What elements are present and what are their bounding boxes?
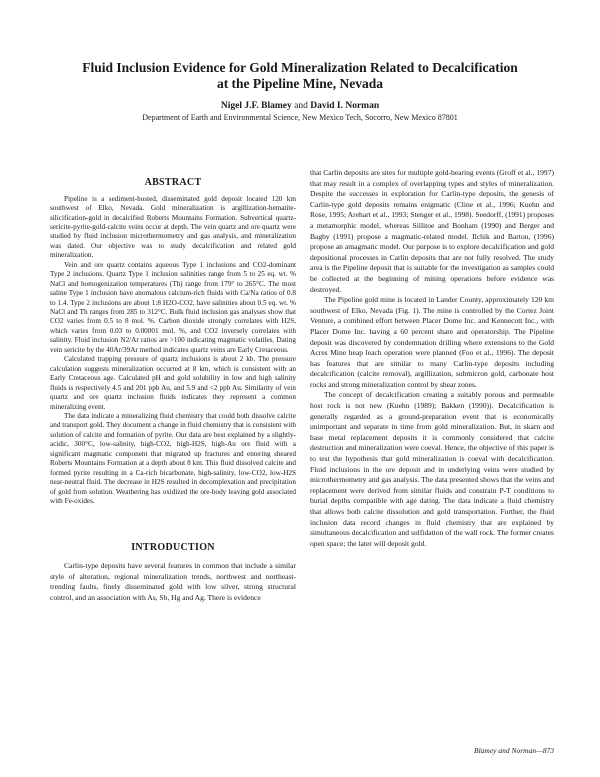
title-line-1: Fluid Inclusion Evidence for Gold Mineralization Related to Decalcification bbox=[82, 60, 518, 75]
author-2: David I. Norman bbox=[310, 101, 380, 111]
left-column bbox=[50, 178, 296, 604]
paper-title bbox=[40, 60, 560, 92]
abstract-paragraph: Calculated trapping pressure of quartz inclusions is about 2 kb. The pressure calculation suggests mineralization occurred at 8 km, which is consistent with an Early Cretaceous age. Calculated pH and gold solubility in low and high salinity fluids is respectively 4.5 and 201 ppb Au, and 5.9 and <2 ppb Au. Similarity of vein quartz and ore quartz inclusion fluids indicates they represent a common mineralizing event. bbox=[50, 355, 296, 411]
page-footer: Blamey and Norman—873 bbox=[474, 746, 554, 755]
author-1: Nigel J.F. Blamey bbox=[220, 101, 292, 111]
abstract-paragraph: Vein and ore quartz contains aqueous Type 1 inclusions and CO2-dominant Type 2 inclusions. Quartz Type 1 inclusion salinities range from 5 to 25 eq. wt. % NaCl and homogenization temperatures (Th) range from 179° to 265°C. The most saline Type 1 inclusion have anomalous calcium-rich fluids with Ca/Na ratios of 0.8 to 1.4. Type 2 inclusions are about 1:8 H2O-CO2, have salinities about 0.5 eq. wt. % NaCl and Th ranges from 285 to 312°C. Bulk fluid inclusion gas analyses show that CO2 varies from 0.5 to 8 mol. %. Carbon dioxide strongly correlates with H2S, which varies from 0.03 to 0.00001 mol. %, and CO2 inversely correlates with salinity. Fluid inclusion N2/Ar ratios are >100 indicating magmatic volatiles. Dating vein sericite by the 40Ar/39Ar method indicates quartz veins are Early Cretaceous. bbox=[50, 260, 296, 354]
affiliation: Department of Earth and Environmental Science, New Mexico Tech, Socorro, New Mexico 87801 bbox=[142, 113, 458, 122]
author-line bbox=[40, 100, 560, 112]
abstract-heading: ABSTRACT bbox=[144, 177, 202, 188]
author-conjunction: and bbox=[294, 101, 308, 111]
body-paragraph: The Pipeline gold mine is located in Lander County, approximately 120 km southwest of Elko, Nevada (Fig. 1). The mine is controlled by the Cortez Joint Venture, a combined effort between Placer Dome Inc. and Kennecott Inc., with Placer Dome Inc. having a 60 percent share and operatorship. The Pipeline deposit was discovered by condemnation drilling where extensions to the Gold Acres Mine heap leach operation were planned (Foo et al., 1996). The deposit has features that are similar to many Carlin-type deposits including decalcification (calcite removal), argillization, submicron gold, carbonate host rocks and strong mineralization control by shear zones. bbox=[310, 295, 554, 389]
introduction-paragraph: Carlin-type deposits have several features in common that include a similar style of alteration, regional mineralization trends, northwest and northeast-trending faults, finely disseminated gold with low silver, strong structural control, and an association with As, Sb, Hg and Ag. There is evidence bbox=[50, 561, 296, 602]
title-line-2: at the Pipeline Mine, Nevada bbox=[216, 76, 384, 91]
abstract-paragraph: Pipeline is a sediment-hosted, disseminated gold deposit located 120 km southwest of Elko, Nevada. Gold mineralization is argillization-hematite-silicification-gold in decalcified Roberts Mountains Formation. Subvertical quartz-sericite-pyrite-gold-calcite veins occur at depth. The vein quartz and ore quartz were studied by fluid inclusion microthermometry and gas analysis, and mineralization was dated. Our objective was to study decalcification and related gold mineralization. bbox=[50, 194, 296, 260]
introduction-heading: INTRODUCTION bbox=[131, 541, 215, 553]
abstract-paragraph: The data indicate a mineralizing fluid chemistry that could both dissolve calcite and transport gold. They document a change in fluid chemistry that is consistent with solution of calcite and formation of pyrite. Our data are best explained by a slightly-acidic, 300°C, low-salinity, high-CO2, high-H2S, high-Au ore fluid with a significant magmatic component that migrated up fractures and entering sheared Roberts Mountains Formation at a depth about 8 km. This fluid dissolved calcite and formed pyrite resulting in a Ca-rich bicarbonate, high-salinity, low-CO2, low-H2S near-neutral fluid. The decrease in H2S resulted in decomplexation and precipitation of gold from solution. Weathering has oxidized the ore-body leaving gold associated with Fe-oxides. bbox=[50, 412, 296, 506]
body-paragraph: The concept of decalcification creating a suitably porous and permeable host rock is not new (Kuehn (1989); Bakken (1990)). Decalcification is generally regarded as a ground-preparation event that is economically unimportant and separate in time from gold mineralization. But, in skarn and base metal replacement deposits it is commonly considered that calcite destruction and mineralization were coeval. Hence, the objective of this paper is to test the hypothesis that gold mineralization is coeval with decalcification. Fluid inclusions in the ore deposit and in underlying veins were studied by microthermometry and gas analysis. The data presented shows that the veins and replacement were derived from similar fluids and constrain P-T conditions to burial depths compatible with age dating. The data indicate a fluid chemistry that allows both calcite dissolution and gold transportation. Further, the fluid inclusion data record changes in fluid chemistry that are explained by simultaneous decalcification and sulfidation of the wall rock. The former creates open space; the later will deposit gold. bbox=[310, 390, 554, 548]
right-column bbox=[310, 168, 554, 549]
abstract-body bbox=[50, 195, 296, 507]
body-paragraph: that Carlin deposits are sites for multiple gold-bearing events (Groff et al., 1997) that may result in a complex of overlapping types and styles of mineralization. Despite the successes in exploration for Carlin-type deposits, the genesis of Carlin-type gold deposits remains enigmatic (Cline et al., 1996; Kuehn and Rose, 1995; Arehart et al., 1993; Stenger et al., 1998). Seedorff, (1991) proposes a metamorphic model, whereas Sillitoe and Bonham (1990) and Berger and Bagby (1991) propose a magmatic-related model. Ilchik and Barton, (1996) propose an amagmatic model. Our purpose is to explore decalcification and gold depositional processes in Carlin deposits that are not fully resolved. The study area is the Pipeline deposit that is suitable for the investigation as samples could be collected at the beginning of mining operations before evidence was destroyed. bbox=[310, 168, 554, 294]
